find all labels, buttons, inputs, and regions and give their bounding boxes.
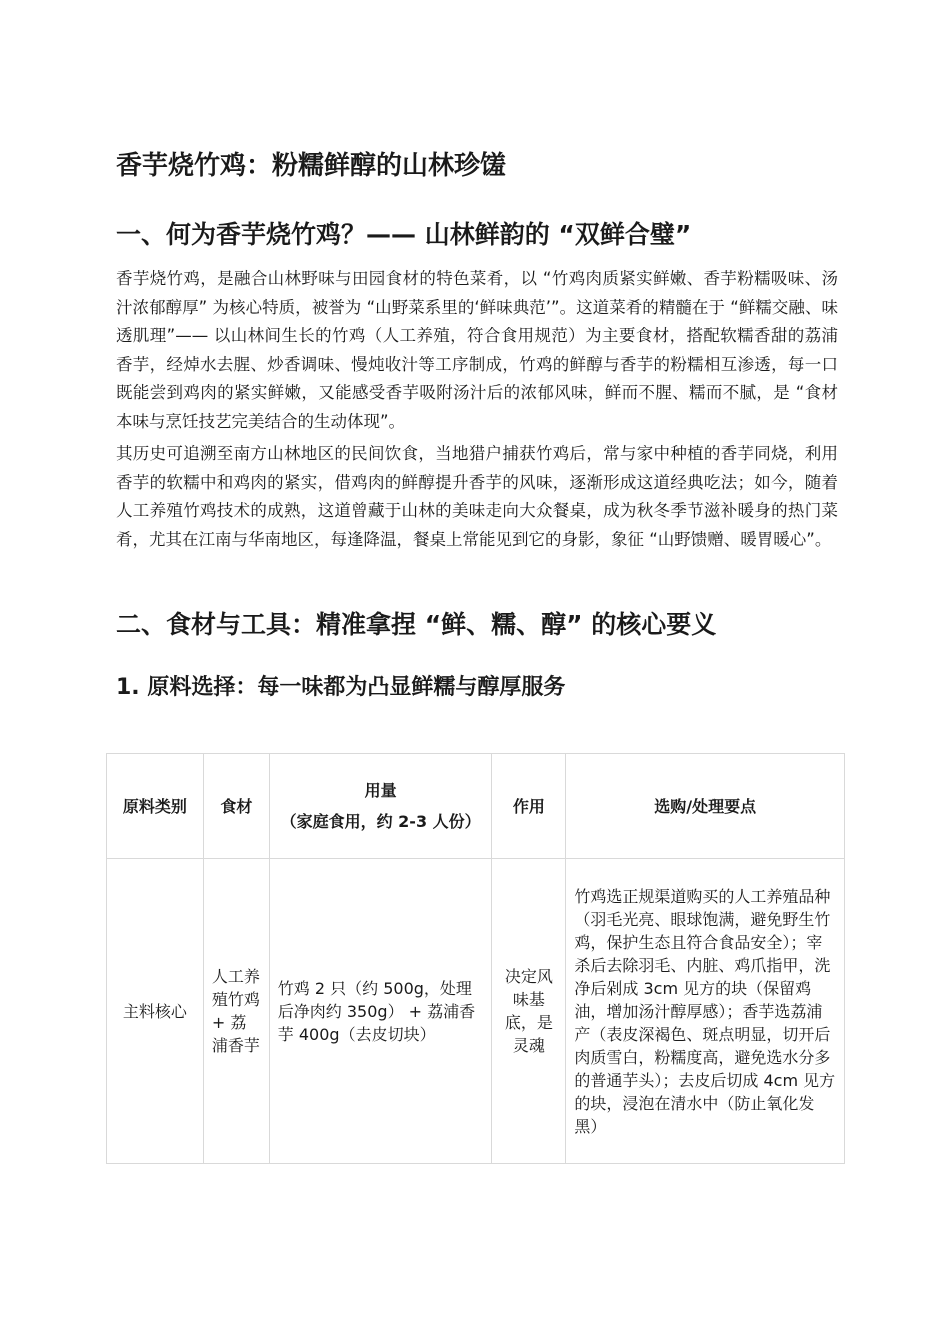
header-amount	[269, 754, 492, 859]
cell-tips: 竹鸡选正规渠道购买的人工养殖品种（羽毛光亮、眼球饱满，避免野生竹鸡，保护生态且符合食品安全）；宰杀后去除羽毛、内脏、鸡爪指甲，洗净后剁成 3cm 见方的块（保留鸡油，增加汤汁醇厚感）；香芋选荔浦产（表皮深褐色、斑点明显，切开后肉质雪白，粉糯度高，避免选水分多的普通芋头）；去皮后切成 4cm 见方的块，浸泡在清水中（防止氧化发黑）	[566, 859, 845, 1164]
table-header-row	[107, 754, 845, 859]
intro-paragraph: 香芋烧竹鸡，是融合山林野味与田园食材的特色菜肴，以 “竹鸡肉质紧实鲜嫩、香芋粉糯吸味、汤汁浓郁醇厚” 为核心特质，被誉为 “山野菜系里的‘鲜味典范’”。这道菜肴的精髓在于 “鲜糯交融、味透肌理”—— 以山林间生长的竹鸡（人工养殖，符合食用规范）为主要食材，搭配软糯香甜的荔浦香芋，经焯水去腥、炒香调味、慢炖收汁等工序制成，竹鸡的鲜醇与香芋的粉糯相互渗透，每一口既能尝到鸡肉的紧实鲜嫩，又能感受香芋吸附汤汁后的浓郁风味，鲜而不腥、糯而不腻，是 “食材本味与烹饪技艺完美结合的生动体现”。	[116, 269, 838, 431]
ingredients-table	[106, 753, 845, 1164]
table-row	[107, 859, 845, 1164]
cell-category: 主料核心	[107, 859, 204, 1164]
header-role: 作用	[492, 754, 566, 859]
section-heading-2: 二、食材与工具：精准拿捏 “鲜、糯、醇” 的核心要义	[116, 610, 717, 639]
cell-role: 决定风味基底，是灵魂	[492, 859, 566, 1164]
cell-ingredient: 人工养殖竹鸡 + 荔浦香芋	[203, 859, 269, 1164]
subsection-heading: 1. 原料选择：每一味都为凸显鲜糯与醇厚服务	[116, 675, 566, 700]
header-amount-title: 用量	[364, 781, 397, 800]
history-paragraph: 其历史可追溯至南方山林地区的民间饮食，当地猎户捕获竹鸡后，常与家中种植的香芋同烧，利用香芋的软糯中和鸡肉的紧实，借鸡肉的鲜醇提升香芋的风味，逐渐形成这道经典吃法；如今，随着人工养殖竹鸡技术的成熟，这道曾藏于山林的美味走向大众餐桌，成为秋冬季节滋补暖身的热门菜肴，尤其在江南与华南地区，每逢降温，餐桌上常能见到它的身影，象征 “山野馈赠、暖胃暖心”。	[116, 444, 838, 549]
section-heading-1: 一、何为香芋烧竹鸡？—— 山林鲜韵的 “双鲜合璧”	[116, 220, 692, 249]
header-tips: 选购/处理要点	[566, 754, 845, 859]
cell-amount: 竹鸡 2 只（约 500g，处理后净肉约 350g） + 荔浦香芋 400g（去皮切块）	[269, 859, 492, 1164]
header-amount-sub: （家庭食用，约 2-3 人份）	[280, 812, 481, 831]
header-ingredient: 食材	[203, 754, 269, 859]
page-title: 香芋烧竹鸡：粉糯鲜醇的山林珍馐	[116, 151, 507, 181]
header-category: 原料类别	[107, 754, 204, 859]
